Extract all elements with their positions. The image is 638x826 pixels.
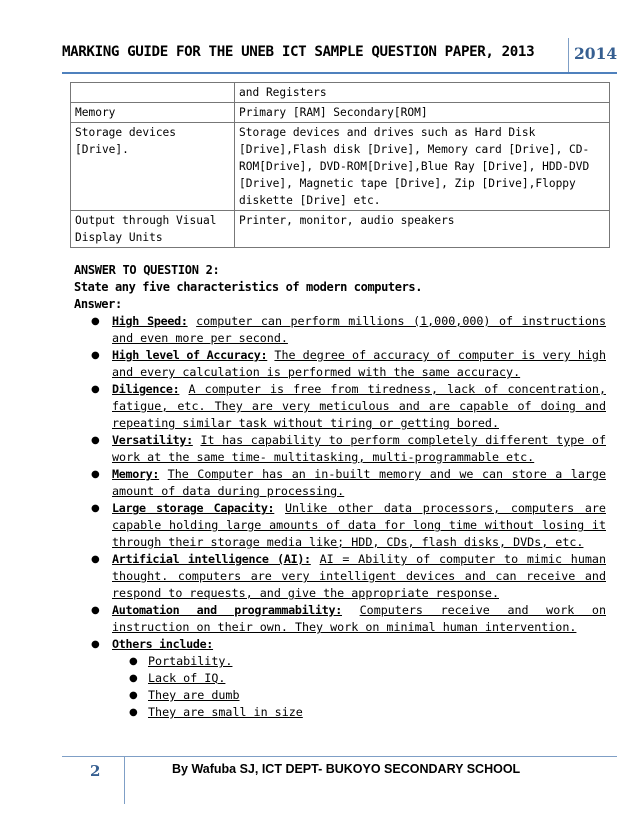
item-desc: It has capability to perform completely different type of work at the same time- multitasking, multi-programmable etc.: [112, 433, 606, 464]
bullet-icon: ●: [91, 316, 100, 327]
list-item: [74, 500, 606, 551]
bullet-icon: ●: [91, 469, 100, 480]
item-term: Artificial intelligence (AI):: [112, 552, 311, 566]
bullet-icon: ●: [91, 639, 100, 650]
item-desc: AI = Ability of computer to mimic human thought. computers are very intelligent devices and can receive and respond to requests, and give the appropriate response.: [112, 552, 606, 600]
page-footer: [62, 756, 617, 806]
table-cell: [71, 83, 235, 103]
footer-divider: [124, 756, 125, 804]
list-item: [74, 432, 606, 466]
others-item: Portability.: [148, 654, 233, 668]
item-desc: The degree of accuracy of computer is very high and every calculation is performed with the same accuracy.: [112, 348, 606, 379]
bullet-icon: ●: [91, 350, 100, 361]
item-term: Large storage Capacity:: [112, 501, 275, 515]
item-term: Versatility:: [112, 433, 193, 447]
header-year: 2014: [574, 44, 618, 63]
page-number: 2: [90, 762, 101, 780]
item-term: High level of Accuracy:: [112, 348, 268, 362]
bullet-icon: ●: [91, 503, 100, 514]
table-cell: and Registers: [235, 83, 610, 103]
table-cell: Memory: [71, 103, 235, 123]
bullet-icon: ●: [129, 673, 138, 684]
table-row: [71, 103, 610, 123]
table-row: [71, 211, 610, 248]
answer-label: Answer:: [74, 297, 122, 311]
others-item: Lack of IQ.: [148, 671, 226, 685]
item-desc: The Computer has an in-built memory and we can store a large amount of data during processing.: [112, 467, 606, 498]
answer-section: [74, 262, 606, 721]
bullet-icon: ●: [91, 605, 100, 616]
item-term: Diligence:: [112, 382, 180, 396]
item-term: High Speed:: [112, 314, 188, 328]
others-list: [112, 653, 606, 721]
item-desc: A computer is free from tiredness, lack of concentration, fatigue, etc. They are very meticulous and are capable of doing and repeating similar task without tiring or getting bored.: [112, 382, 606, 430]
others-item: They are dumb: [148, 688, 240, 702]
answer-heading: ANSWER TO QUESTION 2:: [74, 263, 220, 277]
table-cell: Storage devices and drives such as Hard Disk [Drive],Flash disk [Drive], Memory card [Drive], CD-ROM[Drive], DVD-ROM[Drive],Blue Ray [Drive], HDD-DVD [Drive], Magnetic tape [Drive], Zip [Drive],Floppy diskette [Drive] etc.: [235, 123, 610, 211]
devices-table: [70, 82, 610, 248]
list-item: [74, 704, 606, 721]
list-item: [74, 347, 606, 381]
list-item: [74, 381, 606, 432]
page-header: [62, 40, 617, 76]
header-title: MARKING GUIDE FOR THE UNEB ICT SAMPLE QUESTION PAPER, 2013: [62, 44, 535, 60]
bullet-icon: ●: [129, 690, 138, 701]
list-item: [74, 670, 606, 687]
item-term: Automation and programmability:: [112, 603, 342, 617]
table-row: [71, 123, 610, 211]
bullet-icon: ●: [129, 656, 138, 667]
list-item: [74, 687, 606, 704]
footer-rule: [62, 756, 617, 757]
table-cell: Storage devices [Drive].: [71, 123, 235, 211]
list-item: [74, 466, 606, 500]
question-text: State any five characteristics of modern computers.: [74, 280, 423, 294]
list-item: [74, 653, 606, 670]
header-divider: [568, 38, 569, 74]
others-item: They are small in size: [148, 705, 303, 719]
footer-text: By Wafuba SJ, ICT DEPT- BUKOYO SECONDARY SCHOOL: [172, 762, 521, 776]
item-term: Others include:: [112, 637, 214, 651]
table-cell: Primary [RAM] Secondary[ROM]: [235, 103, 610, 123]
table-cell: Printer, monitor, audio speakers: [235, 211, 610, 248]
list-item: [74, 602, 606, 636]
bullet-icon: ●: [129, 707, 138, 718]
table-row: [71, 83, 610, 103]
header-rule: [62, 72, 617, 74]
characteristics-list: [74, 313, 606, 721]
table-cell: Output through Visual Display Units: [71, 211, 235, 248]
bullet-icon: ●: [91, 554, 100, 565]
item-desc: Unlike other data processors, computers are capable holding large amounts of data for long time without losing it through their storage media like; HDD, CDs, flash disks, DVDs, etc.: [112, 501, 606, 549]
bullet-icon: ●: [91, 435, 100, 446]
item-desc: computer can perform millions (1,000,000) of instructions and even more per second.: [112, 314, 606, 345]
list-item: [74, 636, 606, 721]
list-item: [74, 313, 606, 347]
list-item: [74, 551, 606, 602]
bullet-icon: ●: [91, 384, 100, 395]
item-desc: Computers receive and work on instruction on their own. They work on minimal human intervention.: [112, 603, 606, 634]
item-term: Memory:: [112, 467, 160, 481]
